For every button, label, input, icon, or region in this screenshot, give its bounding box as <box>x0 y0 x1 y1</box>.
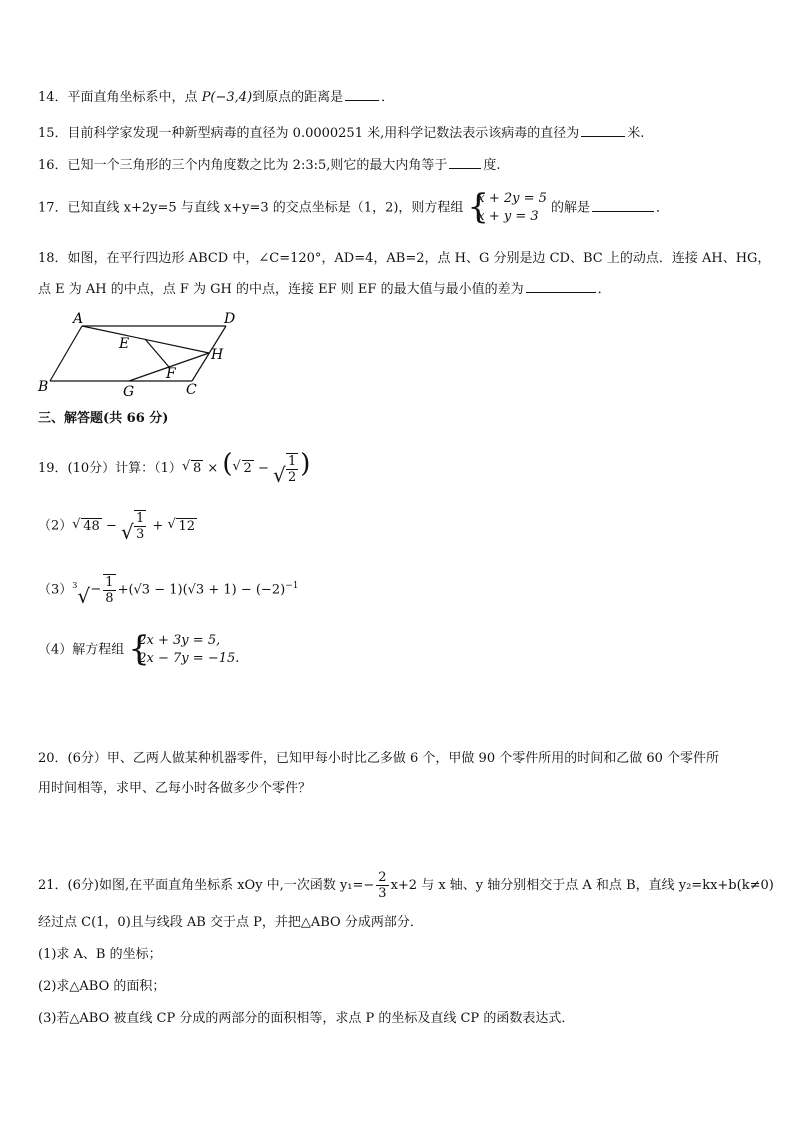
question-18-line2 <box>38 280 611 299</box>
question-14 <box>38 88 394 107</box>
q18-answer-blank[interactable] <box>526 280 596 293</box>
question-18-line1: 18．如图，在平行四边形 ABCD 中，∠C=120°，AD=4，AB=2，点 H、G 分别是边 CD、BC 上的动点．连接 AH、HG， <box>38 251 771 266</box>
question-21-sub2: (2)求△ABO 的面积； <box>38 979 166 994</box>
q15-answer-blank[interactable] <box>581 124 625 137</box>
edge-ab <box>50 326 82 381</box>
q14-point: P(−3,4) <box>201 90 253 105</box>
label-a: A <box>73 311 84 327</box>
q16-text-a: 16．已知一个三角形的三个内角度数之比为 2:3:5,则它的最大内角等于 <box>38 158 448 173</box>
question-21-line1 <box>38 870 774 902</box>
q19-intro: 19．(10分）计算：（1） <box>38 461 182 476</box>
question-21-sub1: (1)求 A、B 的坐标； <box>38 947 162 962</box>
q14-answer-blank[interactable] <box>345 88 379 101</box>
question-19-part-4 <box>38 629 243 669</box>
label-d: D <box>224 311 236 327</box>
label-h: H <box>211 347 224 363</box>
q15-text-a: 15．目前科学家发现一种新型病毒的直径为 0.0000251 米,用科学记数法表示该病毒的直径为 <box>38 126 580 141</box>
q21-text-b: x+2 与 x 轴、y 轴分别相交于点 A 和点 B，直线 y₂=kx+b(k≠0) <box>390 878 774 893</box>
label-f: F <box>166 366 176 382</box>
question-21-line2: 经过点 C(1，0)且与线段 AB 交于点 P，并把△ABO 分成两部分． <box>38 915 423 930</box>
q19-sqrt-third: √ $\frac{1}{3}$ <box>121 511 145 544</box>
q19-p3-exponent: −1 <box>285 581 299 591</box>
question-20-line1: 20．(6分）甲、乙两人做某种机器零件，已知甲每小时比乙多做 6 个，甲做 90 个零件所用的时间和乙做 60 个零件所 <box>38 751 720 766</box>
q19-p4-label: （4）解方程组 <box>38 642 125 658</box>
q18-parallelogram-figure <box>30 308 250 400</box>
question-19-part-2: （2） √ 48 − √ $\frac{1}{3}$ + √ 12 <box>38 511 195 544</box>
q19-p2-label: （2） <box>38 518 73 534</box>
q19-cube-root-index: 3 <box>72 581 78 590</box>
q19-equation-system <box>128 629 240 669</box>
question-19-part-1: 19．(10分）计算：（1） √ 8 × ( √ 2 − √ $\frac{1}{2}$ ) <box>38 449 311 487</box>
q17-brace: { <box>467 187 490 227</box>
q19-p3-rest: +(√3 − 1)(√3 + 1) − (−2) <box>117 582 286 598</box>
q19-sqrt-48: √ 48 <box>72 516 100 534</box>
question-17 <box>38 187 669 227</box>
label-g: G <box>123 384 135 400</box>
q19-eq1: 2x + 3y = 5, <box>138 633 221 648</box>
q19-sqrt-12: √ 12 <box>167 516 195 534</box>
q19-sqrt-half: √ $\frac{1}{2}$ <box>273 453 297 487</box>
q17-equation-system <box>467 187 547 227</box>
q18-line2-end: ． <box>597 282 611 297</box>
q17-answer-blank[interactable] <box>592 199 654 212</box>
question-16 <box>38 156 501 175</box>
q19-p3-label: （3） <box>38 582 73 598</box>
q17-eq1: x + 2y = 5 <box>477 191 547 206</box>
q17-text-a: 17．已知直线 x+2y=5 与直线 x+y=3 的交点坐标是（1，2)，则方程组 <box>38 200 464 216</box>
label-b: B <box>38 379 49 395</box>
q14-text-a: 14．平面直角坐标系中，点 <box>38 90 202 105</box>
q15-text-b: 米. <box>627 126 645 141</box>
q16-answer-blank[interactable] <box>449 156 481 169</box>
label-e: E <box>119 336 130 352</box>
q16-text-b: 度. <box>483 158 501 173</box>
q14-text-c: ． <box>381 90 395 105</box>
q21-text-a: 21．(6分)如图,在平面直角坐标系 xOy 中,一次函数 y₁=− <box>38 878 375 893</box>
q19-sqrt-2: √ 2 <box>232 459 252 476</box>
question-15 <box>38 124 644 143</box>
question-20-line2: 用时间相等，求甲、乙每小时各做多少个零件？ <box>38 781 312 796</box>
q19-brace: { <box>128 629 150 669</box>
q14-text-b: 到原点的距离是 <box>252 90 344 105</box>
q18-line2-text: 点 E 为 AH 的中点，点 F 为 GH 的中点，连接 EF 则 EF 的最大值与最小值的差为 <box>38 282 524 297</box>
question-19-part-3 <box>38 570 298 606</box>
q17-eq2: x + y = 3 <box>477 209 539 224</box>
section-3-heading: 三、解答题(共 66 分) <box>38 411 169 426</box>
label-c: C <box>186 382 197 398</box>
q19-cube-root: √ − $\frac{1}{8}$ <box>77 574 114 608</box>
q17-text-c: ． <box>655 200 669 216</box>
q19-sqrt-8: √ 8 <box>181 459 202 476</box>
q21-fraction: $\frac{2}{3}$ <box>378 870 387 901</box>
q19-eq2: 2x − 7y = −15. <box>138 651 240 666</box>
q17-text-b: 的解是 <box>550 200 590 216</box>
question-21-sub3: (3)若△ABO 被直线 CP 分成的两部分的面积相等，求点 P 的坐标及直线 CP 的函数表达式． <box>38 1011 575 1026</box>
